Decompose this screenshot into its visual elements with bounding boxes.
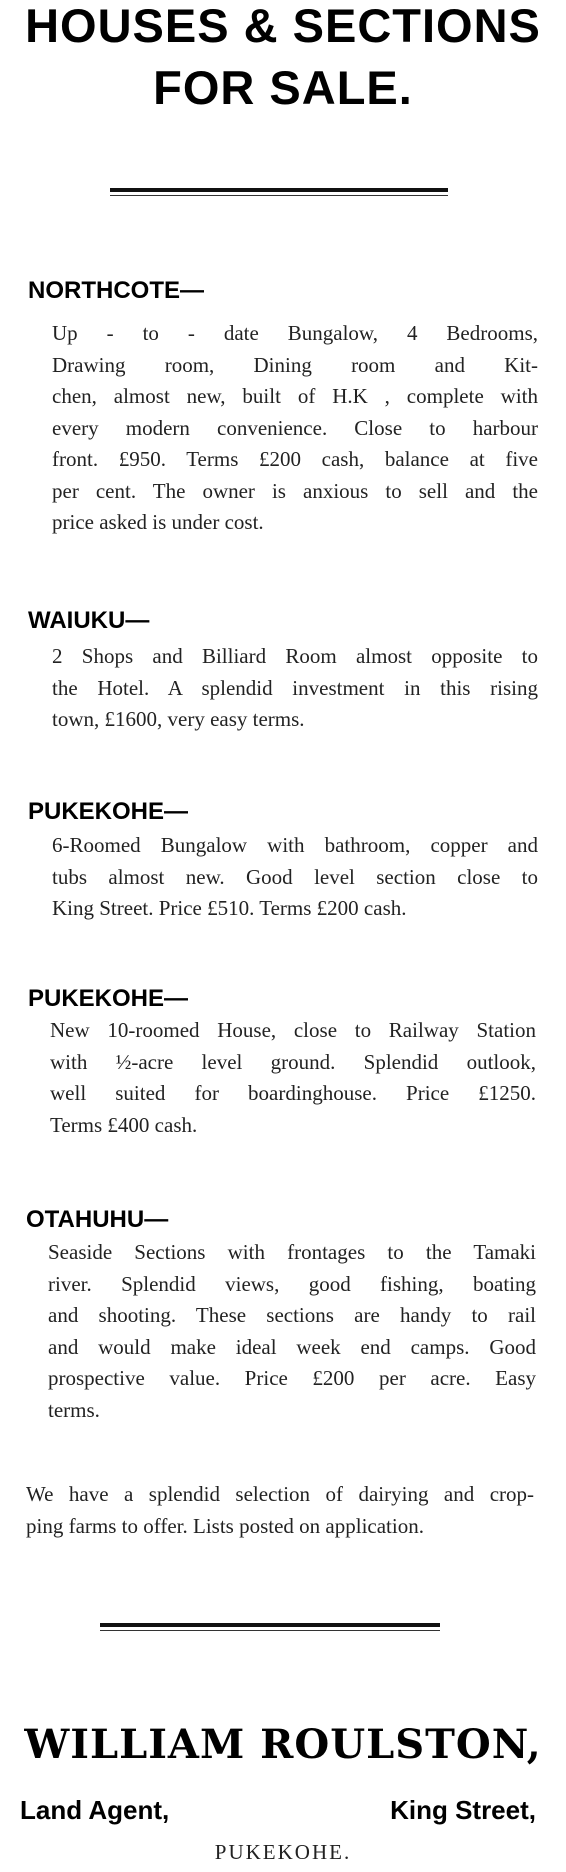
listing-line: and shooting. These sections are handy to rail: [48, 1303, 536, 1327]
listing-line: Drawing room, Dining room and Kit-: [52, 352, 538, 377]
listing-line: the Hotel. A splendid investment in this rising: [52, 675, 538, 700]
listing-body-northcote: [52, 318, 538, 539]
listing-heading-otahuhu: OTAHUHU—: [26, 1206, 169, 1233]
listing-body-pukekohe-2: [50, 1015, 536, 1141]
closing-line: ping farms to offer. Lists posted on application.: [26, 1513, 424, 1538]
listing-line: per cent. The owner is anxious to sell and the: [52, 478, 538, 503]
listing-line: New 10-roomed House, close to Railway Station: [50, 1018, 536, 1042]
listing-line: and would make ideal week end camps. Good: [48, 1334, 536, 1359]
listing-line: 6-Roomed Bungalow with bathroom, copper and: [52, 833, 538, 857]
listing-body-waiuku: [52, 641, 538, 736]
agent-role: Land Agent,: [20, 1795, 170, 1825]
listing-heading-pukekohe-2: PUKEKOHE—: [28, 985, 189, 1012]
listing-line: town, £1600, very easy terms.: [52, 707, 305, 731]
closing-line: We have a splendid selection of dairying and crop-: [26, 1482, 534, 1506]
listing-line: terms.: [48, 1397, 100, 1422]
listing-body-otahuhu: [48, 1237, 536, 1426]
bottom-divider: [100, 1623, 440, 1631]
title-line-2: FOR SALE.: [153, 61, 413, 114]
listing-line: Seaside Sections with frontages to the Tamaki: [48, 1240, 536, 1264]
top-divider: [110, 188, 448, 196]
listing-body-pukekohe-1: [52, 830, 538, 925]
listing-heading-waiuku: WAIUKU—: [28, 607, 150, 634]
listing-line: Terms £400 cash.: [50, 1112, 198, 1137]
listing-line: river. Splendid views, good fishing, boating: [48, 1271, 536, 1296]
listing-line: with ½-acre level ground. Splendid outlook,: [50, 1049, 536, 1074]
listing-line: every modern convenience. Close to harbour: [52, 415, 538, 440]
listing-line: well suited for boardinghouse. Price £1250.: [50, 1081, 536, 1105]
listing-line: 2 Shops and Billiard Room almost opposite to: [52, 644, 538, 668]
listing-line: front. £950. Terms £200 cash, balance at five: [52, 447, 538, 471]
agent-street: King Street,: [390, 1795, 536, 1825]
listing-line: tubs almost new. Good level section close to: [52, 864, 538, 889]
listing-line: chen, almost new, built of H.K , complete with: [52, 384, 538, 408]
title-line-1: HOUSES & SECTIONS: [25, 0, 541, 52]
listing-heading-northcote: NORTHCOTE—: [28, 277, 204, 304]
listing-line: Up - to - date Bungalow, 4 Bedrooms,: [52, 321, 538, 345]
agent-name: WILLIAM ROULSTON,: [24, 1721, 542, 1768]
agent-town: PUKEKOHE.: [214, 1840, 352, 1864]
listing-line: price asked is under cost.: [52, 510, 264, 534]
closing-paragraph: [26, 1479, 534, 1542]
listing-heading-pukekohe-1: PUKEKOHE—: [28, 798, 189, 825]
listing-line: King Street. Price £510. Terms £200 cash.: [52, 896, 407, 920]
listing-line: prospective value. Price £200 per acre. Easy: [48, 1366, 536, 1390]
